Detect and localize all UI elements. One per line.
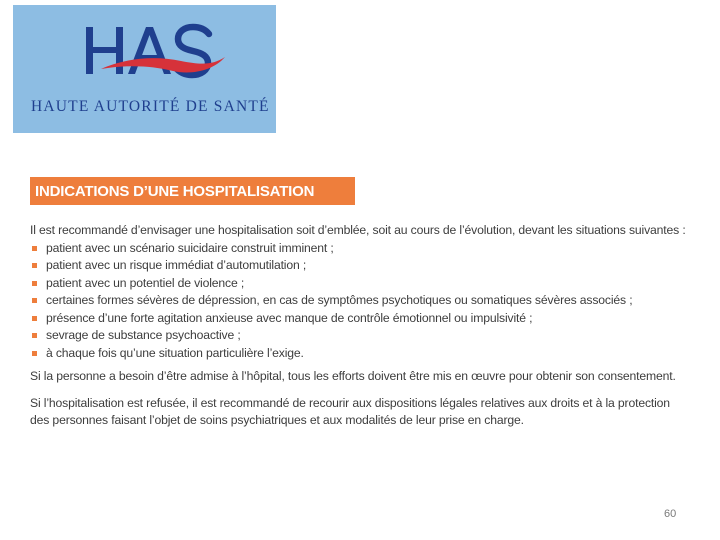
has-logo <box>13 5 276 133</box>
section-heading-bar <box>30 177 355 205</box>
refusal-paragraph-line-1: Si l’hospitalisation est refusée, il est recommandé de recourir aux dispositions légales relatives aux droits et à la protection <box>30 395 670 410</box>
logo-subtitle: HAUTE AUTORITÉ DE SANTÉ <box>31 98 270 115</box>
list-item <box>30 257 710 275</box>
list-item <box>30 275 710 293</box>
square-bullet-icon <box>32 333 37 338</box>
list-item-text: sevrage de substance psychoactive ; <box>46 328 241 342</box>
list-item-text: patient avec un potentiel de violence ; <box>46 275 245 290</box>
list-item <box>30 240 710 258</box>
square-bullet-icon <box>32 246 37 251</box>
list-item <box>30 327 710 345</box>
square-bullet-icon <box>32 281 37 286</box>
square-bullet-icon <box>32 316 37 321</box>
list-item <box>30 292 710 310</box>
section-heading: INDICATIONS D’UNE HOSPITALISATION <box>35 182 315 200</box>
intro-text: Il est recommandé d’envisager une hospitalisation soit d’emblée, soit au cours de l’évolution, devant les situations suivantes : <box>30 223 686 237</box>
page-number: 60 <box>664 508 677 520</box>
list-item-text: patient avec un risque immédiat d’automutilation ; <box>46 258 307 272</box>
content-block <box>30 222 710 430</box>
square-bullet-icon <box>32 263 37 268</box>
list-item <box>30 345 710 363</box>
indications-list <box>30 240 710 363</box>
refusal-paragraph-line-2: des personnes faisant l’objet de soins psychiatriques et aux modalités de leur prise en charge. <box>30 413 524 427</box>
list-item <box>30 310 710 328</box>
square-bullet-icon <box>32 298 37 303</box>
consent-paragraph: Si la personne a besoin d’être admise à l’hôpital, tous les efforts doivent être mis en œuvre pour obtenir son consentement. <box>30 369 676 383</box>
list-item-text: certaines formes sévères de dépression, en cas de symptômes psychotiques ou somatiques sévères associés ; <box>46 293 633 307</box>
list-item-text: présence d’une forte agitation anxieuse avec manque de contrôle émotionnel ou impulsivité ; <box>46 310 533 325</box>
square-bullet-icon <box>32 351 37 356</box>
list-item-text: à chaque fois qu’une situation particulière l’exige. <box>46 345 304 360</box>
list-item-text: patient avec un scénario suicidaire construit imminent ; <box>46 240 334 255</box>
